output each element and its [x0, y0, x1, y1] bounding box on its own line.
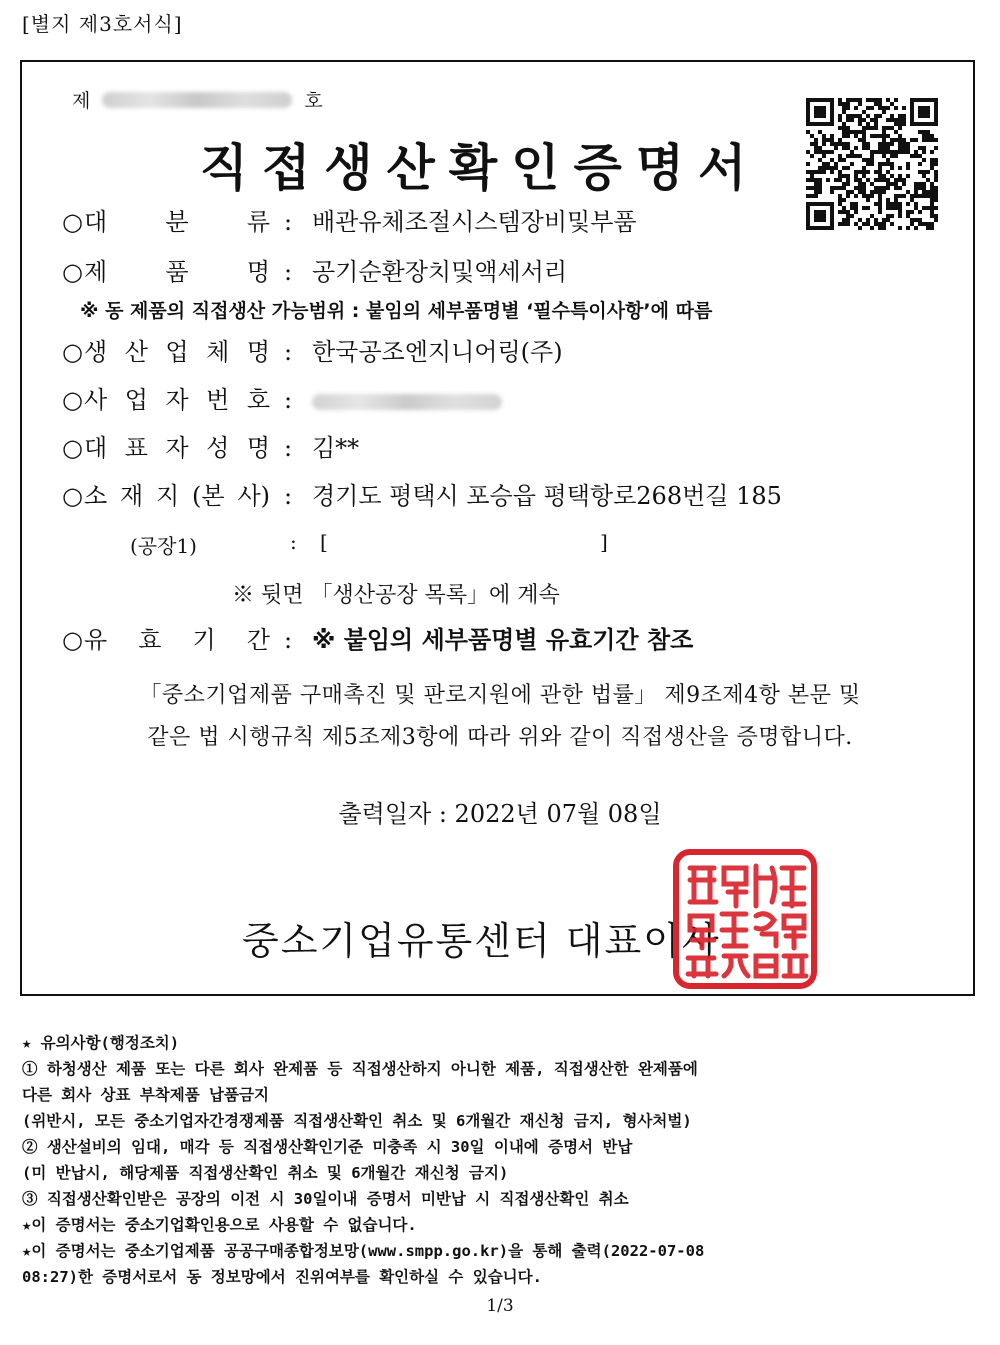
certificate-number-suffix: 호: [304, 90, 323, 112]
bullet-icon: ○: [62, 338, 83, 366]
redacted-business-number: [312, 394, 502, 410]
note-line: ③ 직접생산확인받은 공장의 이전 시 30일이내 증명서 미반납 시 직접생산확인 취소: [22, 1190, 629, 1208]
field-business-number: ○ 사 업 자 번 호 :: [62, 380, 502, 415]
field-label: 대 표 자 성 명: [84, 434, 270, 462]
bullet-icon: ○: [62, 482, 83, 510]
field-representative: ○ 대 표 자 성 명 : 김**: [62, 428, 359, 463]
bullet-icon: ○: [62, 386, 83, 414]
field-value: 공기순환장치및액세서리: [312, 258, 568, 286]
redacted-number: [102, 92, 292, 108]
field-value: 배관유체조절시스템장비및부품: [312, 208, 637, 236]
field-address: ○ 소 재 지 (본 사) : 경기도 평택시 포승읍 평택항로268번길 185: [62, 476, 782, 511]
bullet-icon: ○: [62, 626, 83, 654]
field-value: 경기도 평택시 포승읍 평택항로268번길 185: [312, 482, 782, 510]
note-line: 08:27)한 증명서로서 동 정보망에서 진위여부를 확인하실 수 있습니다.: [22, 1268, 542, 1286]
note-line: ② 생산설비의 임대, 매각 등 직접생산확인기준 미충족 시 30일 이내에 증명서 반납: [22, 1138, 633, 1156]
factory-label: (공장1): [130, 534, 197, 558]
factory-line: (공장1) : [ ]: [130, 530, 608, 558]
notes-heading: ★ 유의사항(행정조치): [22, 1034, 180, 1052]
field-label: 사 업 자 번 호: [84, 386, 270, 414]
continue-note: ※ 뒷면 「생산공장 목록」에 계속: [232, 583, 560, 608]
factory-close-bracket: ]: [600, 530, 608, 554]
bullet-icon: ○: [62, 208, 83, 236]
field-value: ※ 붙임의 세부품명별 유효기간 참조: [312, 626, 694, 654]
certificate-number: [72, 86, 323, 113]
field-company-name: ○ 생 산 업 체 명 : 한국공조엔지니어링(주): [62, 332, 563, 367]
field-value: 김**: [312, 434, 360, 462]
field-value: [306, 386, 502, 414]
field-label: 유 효 기 간: [84, 626, 270, 654]
field-label: 대 분 류: [84, 208, 270, 236]
page-number: 1/3: [486, 1296, 514, 1316]
factory-open-bracket: [: [320, 530, 328, 554]
note-line: ① 하청생산 제품 또는 다른 회사 완제품 등 직접생산하지 아니한 제품, 직접생산한 완제품에: [22, 1060, 698, 1078]
field-label: 생 산 업 체 명: [84, 338, 270, 366]
field-value: 한국공조엔지니어링(주): [312, 338, 563, 366]
legal-text-line-2: 같은 법 시행규칙 제5조제3항에 따라 위와 같이 직접생산을 증명합니다.: [147, 725, 853, 750]
certificate-number-prefix: 제: [72, 90, 91, 112]
issuer: 중소기업유통센터 대표이사: [242, 919, 721, 963]
bullet-icon: ○: [62, 434, 83, 462]
field-label: 제 품 명: [84, 258, 270, 286]
note-line: (미 반납시, 해당제품 직접생산확인 취소 및 6개월간 재신청 금지): [22, 1164, 509, 1182]
note-line: (위반시, 모든 중소기업자간경쟁제품 직접생산확인 취소 및 6개월간 재신청 금지, 형사처벌): [22, 1112, 692, 1130]
form-label: [별지 제3호서식]: [22, 12, 183, 36]
note-line: ★이 증명서는 중소기업확인용으로 사용할 수 없습니다.: [22, 1216, 417, 1234]
field-major-category: ○ 대 분 류 : 배관유체조절시스템장비및부품: [62, 202, 637, 237]
field-product-name: ○ 제 품 명 : 공기순환장치및액세서리: [62, 252, 567, 287]
note-line: 다른 회사 상표 부착제품 납품금지: [22, 1086, 269, 1104]
production-range-note: ※ 동 제품의 직접생산 가능범위 : 붙임의 세부품명별 ‘필수특이사항’에 따름: [80, 300, 713, 322]
field-label: 소 재 지 (본 사): [84, 482, 270, 510]
official-seal-icon: [672, 848, 818, 990]
note-line: ★이 증명서는 중소기업제품 공공구매종합정보망(www.smpp.go.kr)을 통해 출력(2022-07-08: [22, 1242, 705, 1260]
field-validity: ○ 유 효 기 간 : ※ 붙임의 세부품명별 유효기간 참조: [62, 620, 693, 655]
bullet-icon: ○: [62, 258, 83, 286]
legal-text-line-1: 「중소기업제품 구매촉진 및 판로지원에 관한 법률」 제9조제4항 본문 및: [139, 683, 861, 708]
notes-section: [22, 1030, 704, 1290]
print-date: 출력일자 : 2022년 07월 08일: [338, 800, 662, 828]
page-title: 직접생산확인증명서: [199, 139, 761, 197]
